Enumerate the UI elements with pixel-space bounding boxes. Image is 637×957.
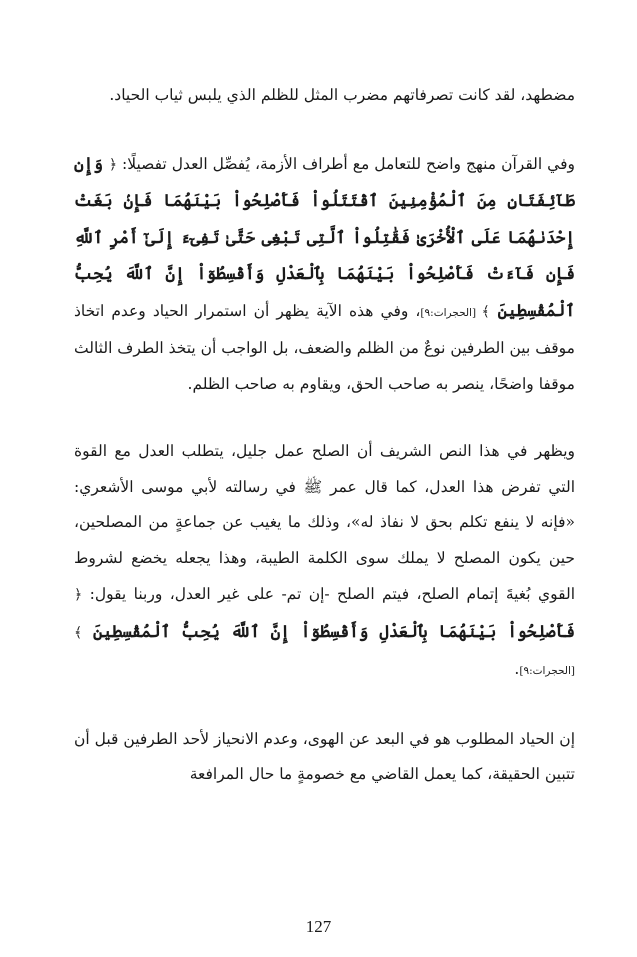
- page-number: 127: [305, 917, 332, 936]
- body-text-run: ويظهر في هذا النص الشريف أن الصلح عمل جليل، يتطلب العدل مع القوة التي تفرض هذا العدل، كما قال عمر ﷺ في رسالته لأبي موسى الأشعري: «فإنه لا ينفع تكلم بحق لا نفاذ له»، وذلك ما يغيب عن جماعةٍ من المصلحين، حين يكون المصلح لا يملك سوى الكلمة الطيبة، وهذا يجعله يخضع لشروط القوي بُغيةَ إتمام الصلح، فيتم الصلح -إن تم- على غير العدل، وربنا يقول:: [74, 442, 575, 603]
- quran-verse: وَإِن طَآئِفَتَانِ مِنَ ٱلْمُؤْمِنِينَ ٱقْتَتَلُواْ فَأَصْلِحُواْ بَيْنَهُمَا فَإِنۢ بَغَتْ إِحْدَىٰهُمَا عَلَى ٱلْأُخْرَىٰ فَقَٰتِلُواْ ٱلَّتِى تَبْغِى حَتَّىٰ تَفِىٓءَ إِلَىٰٓ أَمْرِ ٱللَّهِ فَإِن فَآءَتْ فَأَصْلِحُواْ بَيْنَهُمَا بِٱلْعَدْلِ وَأَقْسِطُوٓاْ إِنَّ ٱللَّهَ يُحِبُّ ٱلْمُقْسِطِينَ: [74, 153, 575, 320]
- body-text: [74, 78, 575, 793]
- quran-bracket: ﴾: [481, 303, 490, 320]
- body-text-run: إن الحياد المطلوب هو في البعد عن الهوى، وعدم الانحياز لأحد الطرفين قبل أن تتبين الحقيقة، كما يعمل القاضي مع خصومةٍ ما حال المرافعة: [74, 729, 575, 783]
- verse-citation: [الحجرات:٩]: [519, 665, 575, 677]
- body-text-run: ، وفي هذه الآية يظهر أن استمرار الحياد وعدم اتخاذ موقف بين الطرفين نوعٌ من الظلم والضعف، بل الواجب أن يتخذ الطرف الثالث موقفا واضحًا، ينصر به صاحب الحق، ويقاوم به صاحب الظلم.: [74, 301, 575, 393]
- paragraph: [74, 146, 575, 403]
- quran-bracket: ﴾: [74, 624, 83, 641]
- quran-bracket: ﴿: [108, 156, 118, 173]
- body-text-run: مضطهد، لقد كانت تصرفاتهم مضرب المثل للظلم الذي يلبس ثياب الحياد.: [109, 86, 575, 104]
- paragraph: [74, 78, 575, 114]
- paragraph: [74, 722, 575, 793]
- quran-verse: فَأَصْلِحُواْ بَيْنَهُمَا بِٱلْعَدْلِ وَأَقْسِطُوٓاْ إِنَّ ٱللَّهَ يُحِبُّ ٱلْمُقْسِطِينَ: [82, 621, 575, 641]
- body-text-run: .: [514, 660, 520, 678]
- body-text-run: وفي القرآن منهج واضح للتعامل مع أطراف الأزمة، يُفصِّل العدل تفصيلًا:: [117, 154, 575, 173]
- paragraph: [74, 434, 575, 690]
- quran-bracket: ﴿: [74, 587, 83, 603]
- verse-citation: [الحجرات:٩]: [420, 306, 482, 319]
